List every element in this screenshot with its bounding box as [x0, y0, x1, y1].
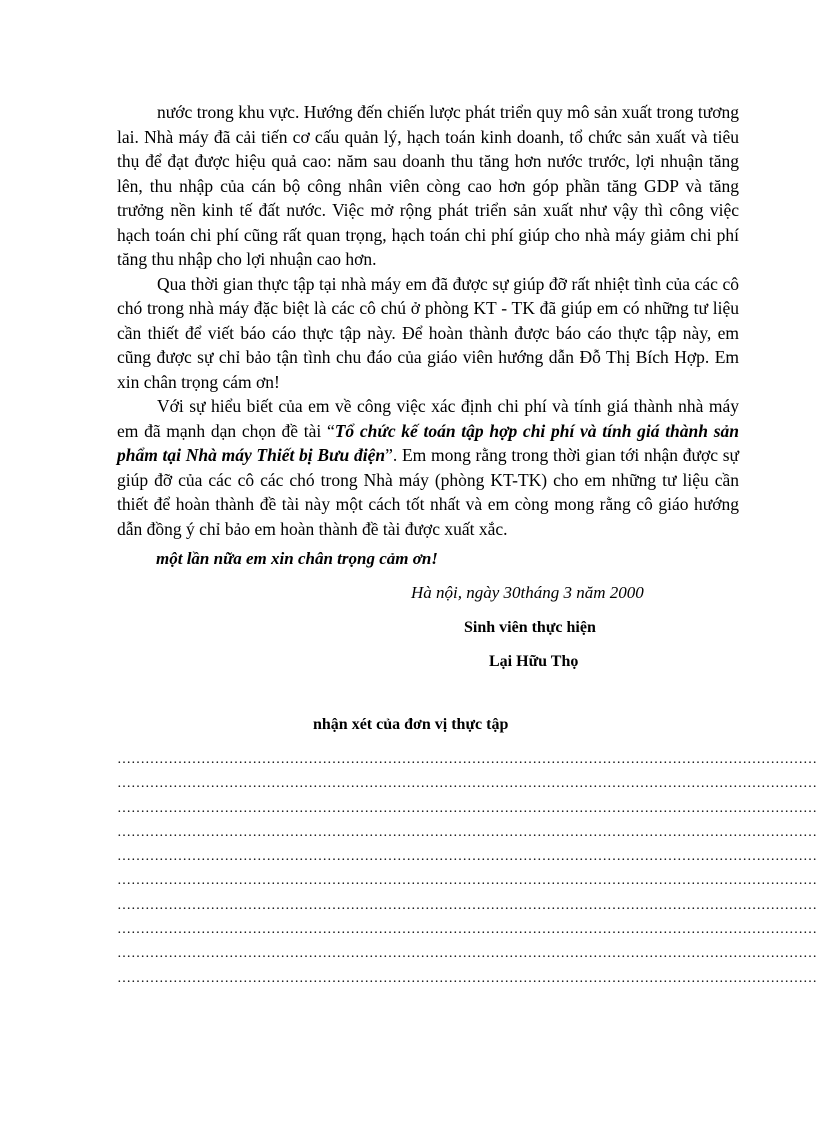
evaluation-line: ……………………………………………………………………………………………………………………………………	[117, 897, 817, 913]
evaluation-line: ……………………………………………………………………………………………………………………………………	[117, 922, 817, 938]
evaluation-lines	[117, 748, 817, 991]
paragraph-3-rest: ”. Em mong rằng trong thời gian tới nhận được sự giúp đỡ của các cô các chó trong Nhà máy (phòng KT-TK) cho em những tư liệu cần thiết để hoàn thành đề tài này một cách tốt nhất và em còng mong rằng cô giáo hướng dẫn đồng ý chỉ bảo em hoàn thành đề tài được xuất xắc.	[117, 445, 739, 539]
paragraph-3-intro: Với sự hiểu biết của em về công việc xác định chi phí và tính giá thành nhà máy em đã mạnh dạn chọn đề tài “	[117, 396, 739, 441]
signature-date: Hà nội, ngày 30tháng 3 năm 2000	[411, 583, 644, 602]
paragraph-1	[117, 100, 739, 272]
paragraph-3	[117, 394, 739, 541]
paragraph-1-text: nước trong khu vực. Hướng đến chiến lược phát triển quy mô sản xuất trong tương lai. Nhà máy đã cải tiến cơ cấu quản lý, hạch toán kinh doanh, tổ chức sản xuất và tiêu thụ để đạt được hiệu quả cao: năm sau doanh thu tăng hơn nước trước, lợi nhuận tăng lên, thu nhập của cán bộ công nhân viên còng cao hơn góp phần tăng GDP và tăng trưởng nền kinh tế đất nước. Việc mở rộng phát triển sản xuất như vậy thì công việc hạch toán chi phí cũng rất quan trọng, hạch toán chi phí giúp cho nhà máy giảm chi phí tăng thu nhập cho lợi nhuận cao hơn.	[117, 102, 739, 269]
signer-name: Lại Hữu Thọ	[489, 653, 579, 670]
thesis-title: Tổ chức kế toán tập hợp chi phí và tính giá thành sản phẩm tại Nhà máy Thiết bị Bưu điện	[117, 420, 739, 465]
evaluation-line: ……………………………………………………………………………………………………………………………………	[117, 800, 817, 816]
evaluation-line: ……………………………………………………………………………………………………………………………………	[117, 824, 817, 840]
signer-role: Sinh viên thực hiện	[464, 619, 596, 636]
evaluation-line: ……………………………………………………………………………………………………………………………………	[117, 873, 817, 889]
paragraph-2: Qua thời gian thực tập tại nhà máy em đã được sự giúp đỡ rất nhiệt tình của các cô chó trong nhà máy đặc biệt là các cô chú ở phòng KT - TK đã giúp em có những tư liệu cần thiết để viết báo cáo thực tập này. Để hoàn thành được báo cáo thực tập này, em cũng được sự chỉ bảo tận tình chu đáo của giáo viên hướng dẫn Đỗ Thị Bích Hợp. Em xin chân trọng cám ơn!	[117, 273, 739, 392]
closing-thanks: một lần nữa em xin chân trọng cảm ơn!	[156, 549, 438, 568]
evaluation-line: ……………………………………………………………………………………………………………………………………	[117, 849, 817, 865]
document-page	[117, 100, 817, 991]
evaluation-line: ……………………………………………………………………………………………………………………………………	[117, 946, 817, 962]
evaluation-line: ……………………………………………………………………………………………………………………………………	[117, 752, 817, 767]
evaluation-line: ……………………………………………………………………………………………………………………………………	[117, 970, 817, 986]
evaluation-line: ……………………………………………………………………………………………………………………………………	[117, 776, 817, 792]
evaluation-title: nhận xét của đơn vị thực tập	[313, 716, 509, 733]
